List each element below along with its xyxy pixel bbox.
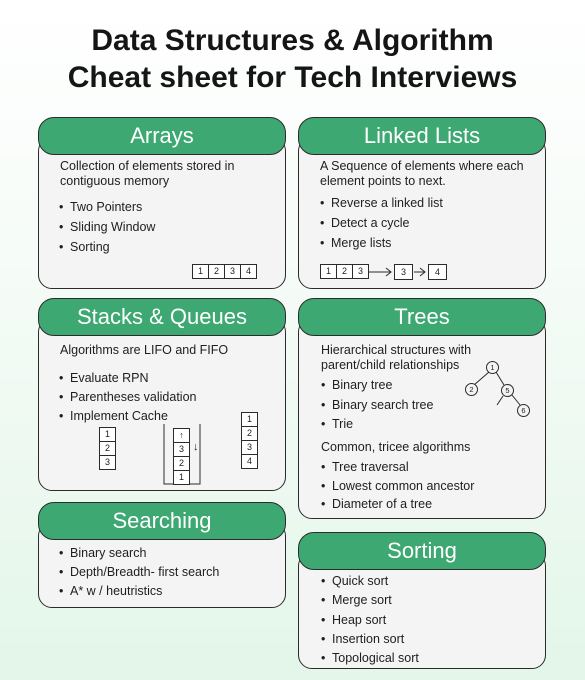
stack-cell: 1 bbox=[173, 471, 190, 485]
linked-lists-bullet: • Reverse a linked list bbox=[320, 193, 443, 213]
stack-cell: 3 bbox=[99, 456, 116, 470]
stacks-queues-header: Stacks & Queues bbox=[38, 298, 286, 336]
linked-lists-bullet: • Merge lists bbox=[320, 233, 443, 253]
trees-bullet: • Trie bbox=[321, 415, 433, 435]
title-line-2: Cheat sheet for Tech Interviews bbox=[67, 61, 518, 94]
trees-algorithm: • Lowest common ancestor bbox=[321, 477, 474, 496]
searching-bullet: • Binary search bbox=[59, 544, 219, 563]
tree-edge bbox=[496, 372, 504, 385]
sorting-bullet: • Quick sort bbox=[321, 572, 419, 591]
queue-cell: 4 bbox=[241, 455, 258, 469]
tree-node: 1 bbox=[486, 361, 499, 374]
title-line-1: Data Structures & Algorithm bbox=[91, 24, 494, 57]
array-cell: 4 bbox=[241, 264, 257, 279]
tree-edge bbox=[474, 372, 489, 385]
trees-bullet: • Binary search tree bbox=[321, 396, 433, 416]
linked-list-node: 4 bbox=[428, 264, 447, 280]
stack-cell: 2 bbox=[173, 457, 190, 471]
sorting-header: Sorting bbox=[298, 532, 546, 570]
trees-description: Hierarchical structures with parent/child relationships bbox=[321, 343, 472, 372]
tree-node: 2 bbox=[465, 383, 478, 396]
trees-bullet: • Binary tree bbox=[321, 376, 433, 396]
tree-edge bbox=[512, 395, 520, 405]
sorting-bullet: • Insertion sort bbox=[321, 630, 419, 649]
stacks-queues-bullet: • Evaluate RPN bbox=[59, 369, 196, 388]
queue-cell: 2 bbox=[241, 427, 258, 441]
tree-edge bbox=[497, 396, 503, 405]
searching-bullet: • Depth/Breadth- first search bbox=[59, 563, 219, 582]
sorting-bullet-list bbox=[321, 572, 419, 668]
stack-cell: 1 bbox=[99, 427, 116, 442]
stacks-queues-description: Algorithms are LIFO and FIFO bbox=[60, 343, 229, 357]
arrays-bullet: • Two Pointers bbox=[59, 197, 155, 217]
stacks-queues-bullet: • Parentheses validation bbox=[59, 388, 196, 407]
trees-algorithm: • Diameter of a tree bbox=[321, 495, 474, 514]
tree-node: 6 bbox=[517, 404, 530, 417]
trees-algorithms-label: Common, tricee algorithms bbox=[321, 440, 471, 454]
linked-list-cell: 3 bbox=[353, 264, 369, 279]
searching-header: Searching bbox=[38, 502, 286, 540]
sorting-bullet: • Merge sort bbox=[321, 591, 419, 610]
array-cell: 2 bbox=[209, 264, 225, 279]
linked-lists-header: Linked Lists bbox=[298, 117, 546, 155]
searching-bullet: • A* w / heutristics bbox=[59, 582, 219, 601]
linked-list-cell: 2 bbox=[337, 264, 353, 279]
linked-lists-description: A Sequence of elements where each element points to next. bbox=[320, 159, 524, 188]
linked-list-cell: 1 bbox=[320, 264, 337, 279]
linked-list-node: 3 bbox=[394, 264, 413, 280]
stack-cell: ↑ bbox=[173, 428, 190, 443]
arrays-description: Collection of elements stored in contiguous memory bbox=[60, 159, 235, 188]
arrays-bullet: • Sorting bbox=[59, 237, 155, 257]
queue-cell: 3 bbox=[241, 441, 258, 455]
arrays-header: Arrays bbox=[38, 117, 286, 155]
array-cell: 1 bbox=[192, 264, 209, 279]
stack-down-arrow-icon: ↓ bbox=[193, 441, 199, 453]
queue-cell: 1 bbox=[241, 412, 258, 427]
searching-bullet-list bbox=[59, 544, 219, 601]
arrays-bullet: • Sliding Window bbox=[59, 217, 155, 237]
stacks-queues-bullet: • Implement Cache bbox=[59, 407, 196, 426]
sorting-bullet: • Heap sort bbox=[321, 611, 419, 630]
sorting-bullet: • Topological sort bbox=[321, 649, 419, 668]
array-cell: 3 bbox=[225, 264, 241, 279]
linked-lists-bullet: • Detect a cycle bbox=[320, 213, 443, 233]
stack-cell: 2 bbox=[99, 442, 116, 456]
trees-header: Trees bbox=[298, 298, 546, 336]
stack-cell: 3 bbox=[173, 443, 190, 457]
trees-algorithm: • Tree traversal bbox=[321, 458, 474, 477]
tree-node: 5 bbox=[501, 384, 514, 397]
